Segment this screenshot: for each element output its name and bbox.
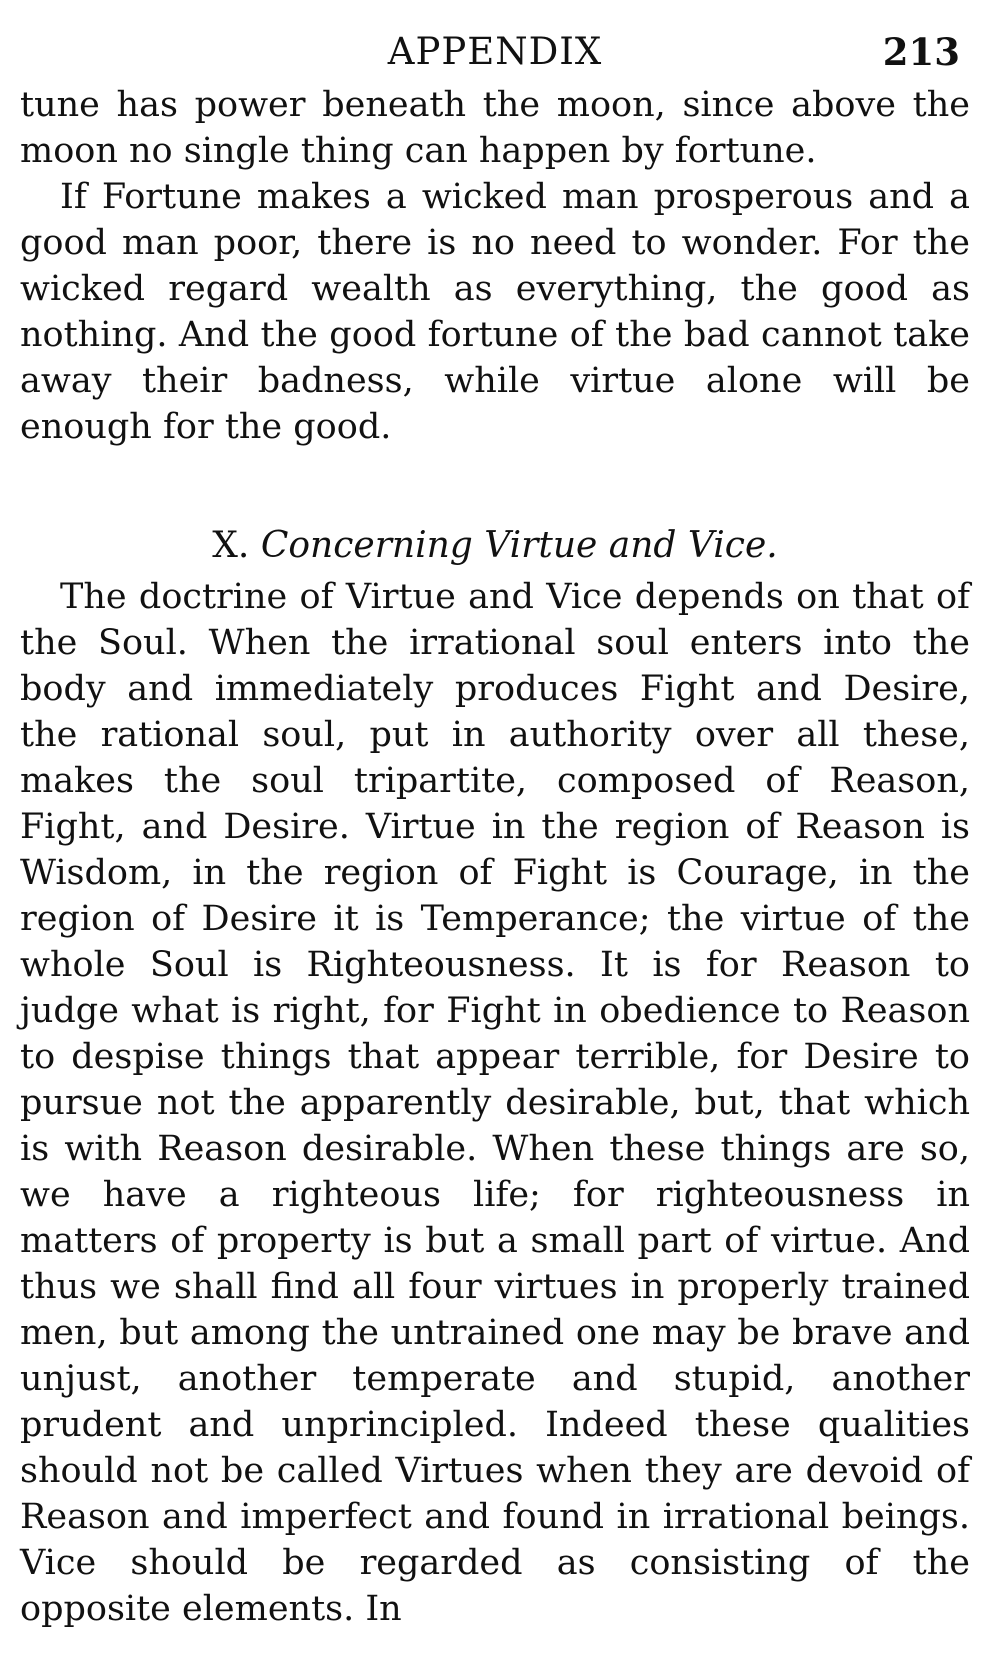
page-number: 213 — [882, 30, 960, 74]
paragraph-continuation: tune has power beneath the moon, since above the moon no single thing can happen by fortune. — [20, 85, 970, 171]
running-title: APPENDIX — [387, 30, 603, 73]
section-heading — [20, 522, 970, 570]
section-title: Concerning Virtue and Vice. — [260, 525, 778, 566]
page-header — [20, 22, 970, 82]
paragraph-fortune: If Fortune makes a wicked man prosperous and a good man poor, there is no need to wonder. For the wicked regard wealth as everything, the good as nothing. And the good fortune of the bad cannot take away their badness, while virtue alone will be enough for the good. — [20, 177, 970, 447]
section-body: The doctrine of Virtue and Vice depends on that of the Soul. When the irrational soul enters into the body and immediately produces Fight and Desire, the rational soul, put in authority over all these, makes the soul tripartite, composed of Reason, Fight, and Desire. Virtue in the region of Reason is Wisdom, in the region of Fight is Courage, in the region of Desire it is Temperance; the virtue of the whole Soul is Righteousness. It is for Reason to judge what is right, for Fight in obedience to Reason to despise things that appear terrible, for Desire to pursue not the apparently desirable, but, that which is with Reason desirable. When these things are so, we have a righteous life; for righteousness in matters of property is but a small part of virtue. And thus we shall find all four virtues in properly trained men, but among the untrained one may be brave and unjust, another temperate and stupid, another prudent and unprincipled. Indeed these qualities should not be called Virtues when they are devoid of Reason and imperfect and found in irrational beings. Vice should be regarded as consisting of the opposite elements. In — [20, 577, 970, 1629]
section-number: X. — [212, 525, 250, 566]
book-page — [20, 22, 970, 1632]
